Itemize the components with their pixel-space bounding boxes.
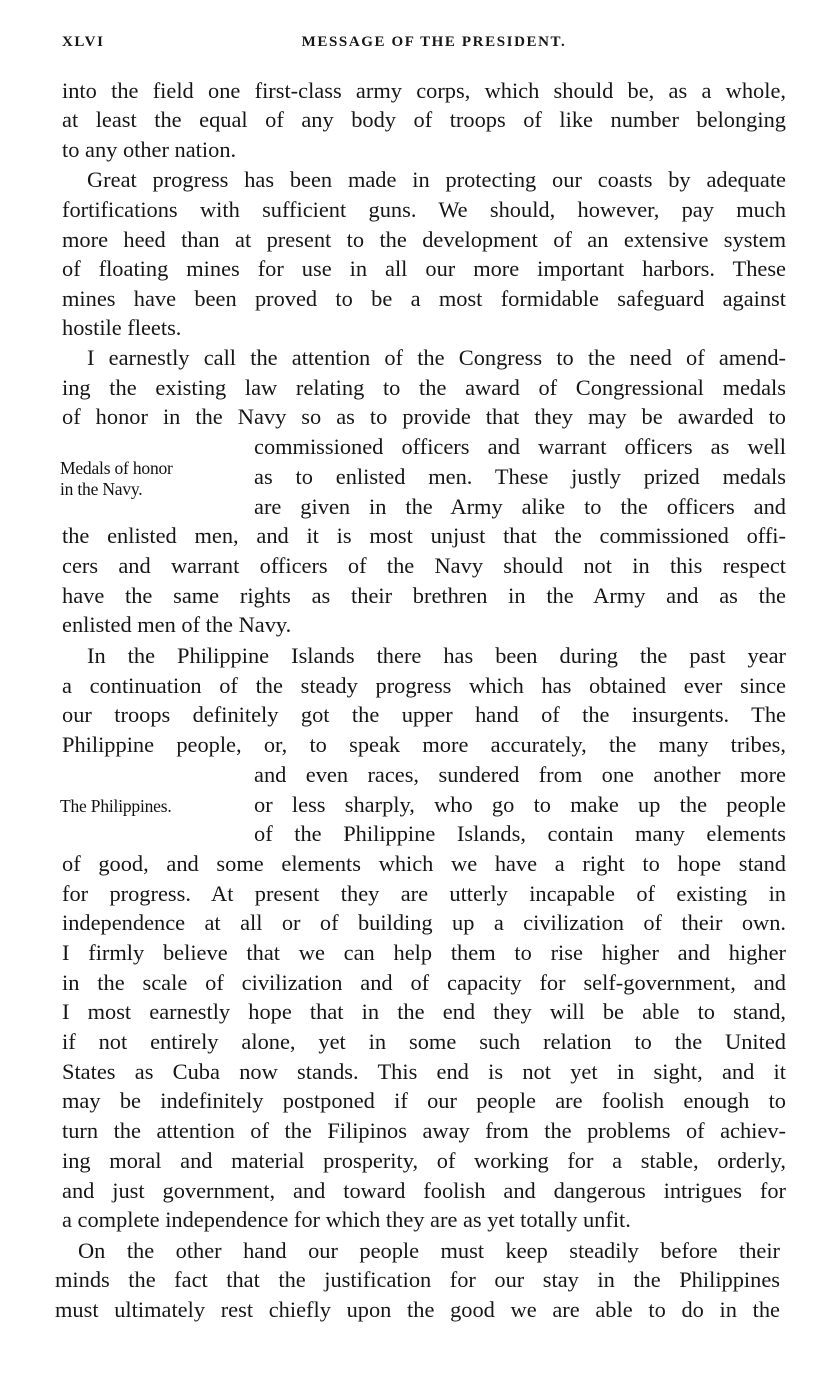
body-line: of honor in the Navy so as to provide that they may be awarded to bbox=[62, 404, 786, 429]
body-line: Philippine people, or, to speak more accurately, the many tribes, bbox=[62, 732, 786, 757]
body-line: or less sharply, who go to make up the people bbox=[254, 792, 786, 817]
body-line: minds the fact that the justification for our stay in the Philippines bbox=[55, 1267, 780, 1292]
body-line: for progress. At present they are utterly incapable of existing in bbox=[62, 881, 786, 906]
body-line: enlisted men of the Navy. bbox=[62, 612, 292, 637]
body-line: and just government, and toward foolish and dangerous intrigues for bbox=[62, 1178, 786, 1203]
body-line: have the same rights as their brethren in the Army and as the bbox=[62, 583, 786, 608]
body-line: to any other nation. bbox=[62, 137, 237, 162]
body-line: I most earnestly hope that in the end they will be able to stand, bbox=[62, 999, 786, 1024]
body-line: as to enlisted men. These justly prized medals bbox=[254, 464, 786, 489]
body-line: a complete independence for which they are as yet totally unfit. bbox=[62, 1207, 631, 1232]
body-line: hostile fleets. bbox=[62, 315, 182, 340]
body-line: ing moral and material prosperity, of working for a stable, orderly, bbox=[62, 1148, 786, 1173]
body-line: and even races, sundered from one another more bbox=[254, 762, 786, 787]
body-line: independence at all or of building up a civilization of their own. bbox=[62, 910, 786, 935]
body-line: are given in the Army alike to the officers and bbox=[254, 494, 786, 519]
sidenote-medals-of-honor bbox=[60, 458, 173, 500]
body-line: in the scale of civilization and of capacity for self-government, and bbox=[62, 970, 786, 995]
body-line: into the field one first-class army corps, which should be, as a whole, bbox=[62, 78, 786, 103]
body-line: I firmly believe that we can help them to rise higher and higher bbox=[62, 940, 786, 965]
body-line: the enlisted men, and it is most unjust that the commissioned offi- bbox=[62, 523, 786, 548]
body-line: if not entirely alone, yet in some such relation to the United bbox=[62, 1029, 786, 1054]
body-line: Great progress has been made in protecting our coasts by adequate bbox=[87, 167, 786, 192]
body-line: mines have been proved to be a most formidable safeguard against bbox=[62, 286, 786, 311]
sidenote-line: Medals of honor bbox=[60, 458, 173, 478]
page-number: XLVI bbox=[62, 34, 105, 50]
body-line: of floating mines for use in all our more important harbors. These bbox=[62, 256, 786, 281]
body-line: at least the equal of any body of troops of like number belonging bbox=[62, 107, 786, 132]
body-line: a continuation of the steady progress which has obtained ever since bbox=[62, 673, 786, 698]
body-line: On the other hand our people must keep steadily before their bbox=[78, 1238, 780, 1263]
body-line: commissioned officers and warrant officers as well bbox=[254, 434, 786, 459]
body-line: more heed than at present to the development of an extensive system bbox=[62, 227, 786, 252]
body-line: our troops definitely got the upper hand of the insurgents. The bbox=[62, 702, 786, 727]
sidenote-line: in the Navy. bbox=[60, 479, 143, 499]
body-line: turn the attention of the Filipinos away from the problems of achiev- bbox=[62, 1118, 786, 1143]
body-line: States as Cuba now stands. This end is not yet in sight, and it bbox=[62, 1059, 786, 1084]
running-header bbox=[62, 34, 786, 58]
body-line: fortifications with sufficient guns. We should, however, pay much bbox=[62, 197, 786, 222]
body-line: of the Philippine Islands, contain many elements bbox=[254, 821, 786, 846]
body-line: In the Philippine Islands there has been during the past year bbox=[87, 643, 786, 668]
body-line: cers and warrant officers of the Navy should not in this respect bbox=[62, 553, 786, 578]
body-line: may be indefinitely postponed if our people are foolish enough to bbox=[62, 1088, 786, 1113]
body-line: of good, and some elements which we have a right to hope stand bbox=[62, 851, 786, 876]
running-title: MESSAGE OF THE PRESIDENT. bbox=[301, 34, 567, 50]
body-line: I earnestly call the attention of the Congress to the need of amend- bbox=[87, 345, 786, 370]
sidenote-line: The Philippines. bbox=[60, 796, 172, 816]
body-line: must ultimately rest chiefly upon the good we are able to do in the bbox=[55, 1297, 780, 1322]
sidenote-philippines bbox=[60, 796, 172, 817]
body-line: ing the existing law relating to the award of Congressional medals bbox=[62, 375, 786, 400]
